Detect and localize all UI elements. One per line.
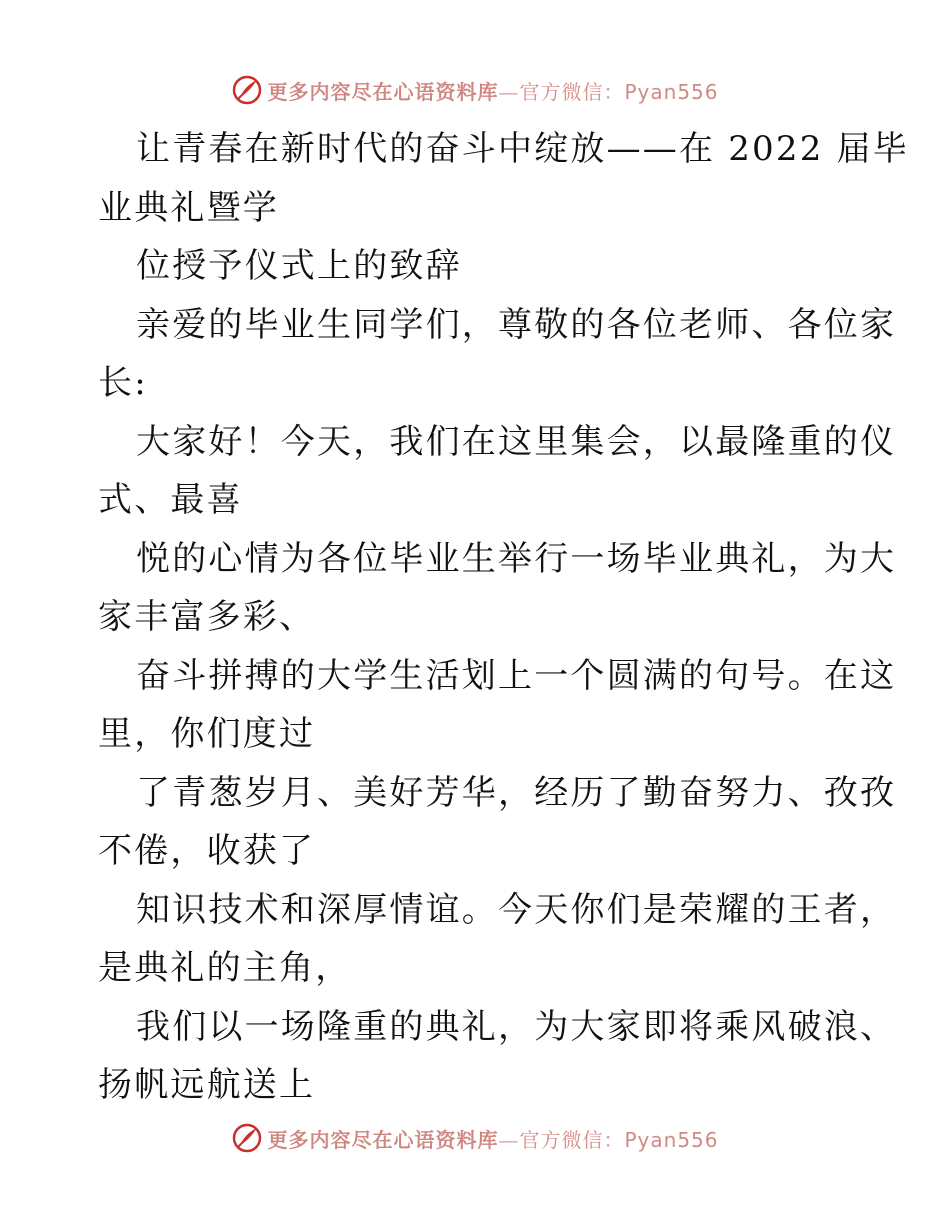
text-line: 让青春在新时代的奋斗中绽放——在 2022 届毕 [136,129,909,169]
text-line: 位授予仪式上的致辞 [136,246,462,286]
document-body [98,120,909,1115]
banner-dash: — [498,1127,520,1152]
banner-account: Pyan556 [624,79,719,104]
text-line: 式、最喜 [98,480,243,520]
banner-wechat-label: 官方微信： [519,79,625,104]
quill-logo-icon [231,74,263,106]
quill-logo-icon [231,1122,263,1154]
text-line: 大家好！今天，我们在这里集会，以最隆重的仪 [136,421,897,462]
text-line: 知识技术和深厚情谊。今天你们是荣耀的王者， [136,889,897,930]
text-line: 家丰富多彩、 [98,597,316,637]
banner-site-text: 更多内容尽在心语资料库 [267,79,499,104]
header-banner [0,70,950,110]
banner-wechat-label: 官方微信： [519,1127,625,1152]
text-line: 长: [98,363,148,403]
text-line: 是典礼的主角， [98,948,352,988]
text-line: 业典礼暨学 [98,187,279,228]
text-line: 不倦，收获了 [98,831,316,871]
banner-dash: — [498,79,520,104]
banner-text [267,1124,718,1153]
banner-site-text: 更多内容尽在心语资料库 [267,1127,499,1152]
text-line: 奋斗拼搏的大学生活划上一个圆满的句号。在这 [136,655,897,696]
banner-text [267,76,718,105]
text-line: 悦的心情为各位毕业生举行一场毕业典礼，为大 [136,538,897,579]
banner-account: Pyan556 [624,1127,719,1152]
text-line: 扬帆远航送上 [98,1065,316,1105]
text-line: 了青葱岁月、美好芳华，经历了勤奋努力、孜孜 [136,772,897,813]
text-line: 亲爱的毕业生同学们，尊敬的各位老师、各位家 [136,304,897,345]
text-line: 里，你们度过 [98,714,316,754]
text-line: 我们以一场隆重的典礼，为大家即将乘风破浪、 [136,1006,897,1047]
footer-banner [0,1118,950,1158]
